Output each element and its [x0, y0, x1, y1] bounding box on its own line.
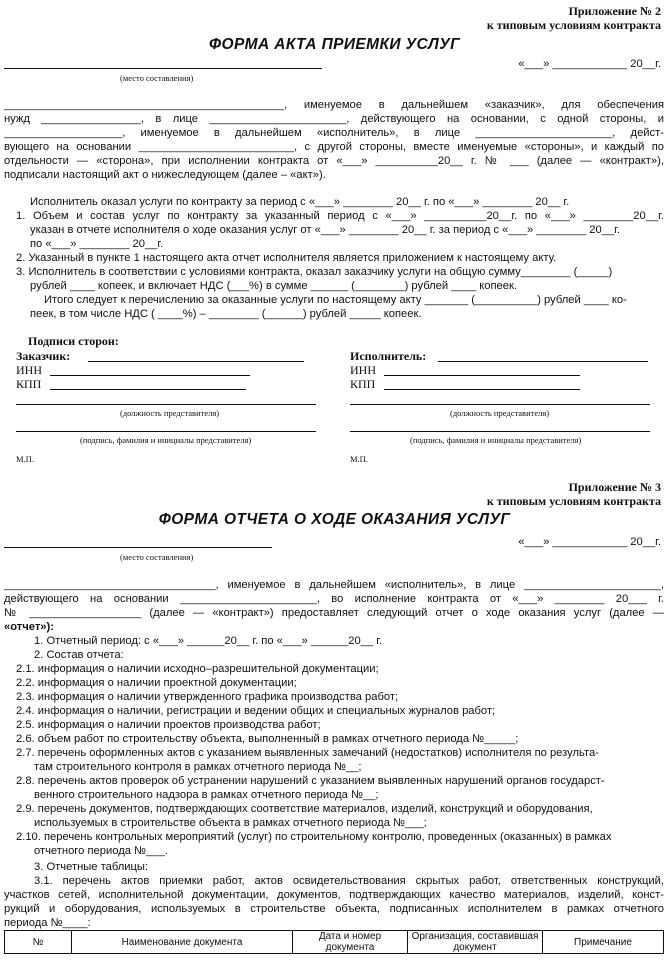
signature-line — [50, 389, 246, 390]
contractor-label: Исполнитель: — [350, 349, 427, 363]
act-body-line: 3. Исполнитель в соответствии с условиями контракта, оказал заказчику услуги на общую сумму________ (_____) — [16, 266, 613, 278]
appendix-2-subtitle: к типовым условиям контракта — [486, 18, 661, 32]
contractor-inn: ИНН — [350, 363, 376, 377]
signature-line — [88, 361, 304, 362]
table-header-cell: Примечание — [543, 931, 664, 954]
signature-line — [50, 375, 250, 376]
report-table — [4, 930, 664, 954]
contractor-kpp: КПП — [350, 377, 376, 391]
report-item: 2.6. объем работ по строительству объекта, выполненный в рамках отчетного периода №_____; — [16, 733, 519, 745]
appendix-3-subtitle: к типовым условиям контракта — [486, 494, 661, 508]
contractor-position-label: (должность представителя) — [450, 408, 550, 418]
appendix-2-title: Приложение № 2 — [568, 4, 661, 18]
tables-heading: 3. Отчетные таблицы: — [34, 861, 149, 873]
act-body-line: Итого следует к перечислению за оказанные услуги по настоящему акту _______ (__________) рублей ____ ко- — [44, 294, 627, 306]
act-intro-line: _____________________________________________, именуемое в дальнейшем «заказчик», для обеспечения — [4, 99, 664, 111]
act-intro-line: отдельности — «сторона», при исполнении контракта от «___» __________20__ г. № ___ (далее — «контракт»), — [4, 155, 664, 167]
signature-line — [384, 375, 580, 376]
signature-line — [384, 389, 580, 390]
report-item: 2.2. информация о наличии проектной документации; — [16, 677, 297, 689]
place-label: (место составления) — [120, 552, 194, 562]
customer-kpp: КПП — [16, 377, 42, 391]
place-label: (место составления) — [120, 73, 194, 83]
tables-text-line: периода №____: — [4, 917, 91, 929]
customer-inn: ИНН — [16, 363, 42, 377]
report-intro-line: «отчет»): — [4, 621, 54, 633]
report-item: отчетного периода №___. — [34, 845, 168, 857]
report-item: используемых в строительстве объекта в рамках отчетного периода №___; — [34, 817, 427, 829]
tables-text-line: рукций и оборудования, используемых в строительстве объекта, подписанных исполнителем в рамках отчетного — [4, 903, 664, 915]
act-intro-line: вующего на основании _________________________, с другой стороны, вместе именуемые «стороны», и каждый по — [4, 141, 664, 153]
contractor-sign-label: (подпись, фамилия и инициалы представителя) — [410, 435, 582, 445]
customer-position-label: (должность представителя) — [120, 408, 220, 418]
report-title: ФОРМА ОТЧЕТА О ХОДЕ ОКАЗАНИЯ УСЛУГ — [158, 511, 511, 528]
place-line — [4, 547, 272, 548]
act-body-line: Исполнитель оказал услуги по контракту за период с «___» ________ 20__ г. по «___» ________ 20__ г. — [30, 196, 570, 208]
report-intro-line: __________________________________, именуемое в дальнейшем «исполнитель», в лице ______________________, — [4, 579, 664, 591]
tables-text-line: 3.1. перечень актов приемки работ, актов освидетельствования скрытых работ, ответственных конструкций, — [34, 875, 664, 887]
contractor-stamp: М.П. — [350, 454, 368, 464]
act-intro-line: подписали настоящий акт о нижеследующем (далее – «акт»). — [4, 169, 326, 181]
report-intro-line: действующего на основании ______________________, во исполнение контракта от «___» ________ 20___ г. — [4, 593, 664, 605]
report-item: 2.4. информация о наличии, регистрации и ведении общих и специальных журналов работ; — [16, 705, 496, 717]
act-body-line: пеек, в том числе НДС ( ____%) – ________ (______) рублей _____ копеек. — [30, 308, 422, 320]
act-body-line: рублей ____ копеек, и включает НДС (___%) в сумме ______ (________) рублей ____ копеек. — [30, 280, 517, 292]
act-body-line: 1. Объем и состав услуг по контракту за указанный период с «___» __________20__г. по «___» ________20__г. — [16, 210, 664, 222]
report-item: 2.7. перечень оформленных актов с указанием выявленных замечаний (недостатков) исполнителя по результа- — [16, 747, 599, 759]
act-intro-line: ___________________, именуемое в дальнейшем «исполнитель», в лице ______________________, дейст- — [4, 127, 664, 139]
act-intro-line: нужд ________________, в лице ______________________, действующего на основании, с одной стороны, и — [4, 113, 664, 125]
table-header-cell: Организация, составившая документ — [408, 931, 543, 954]
act-title: ФОРМА АКТА ПРИЕМКИ УСЛУГ — [208, 36, 460, 53]
place-line — [4, 68, 322, 69]
table-header-cell: № — [5, 931, 72, 954]
act-body-line: по «___» ________ 20__г. — [30, 238, 164, 250]
report-intro-line: № __________________ (далее — «контракт») предоставляет следующий отчет о ходе оказания услуг (далее — — [4, 607, 664, 619]
customer-stamp: М.П. — [16, 454, 34, 464]
signature-line — [16, 431, 316, 432]
signatures-heading: Подписи сторон: — [28, 334, 119, 348]
tables-text-line: участков сетей, исполнительной документации, документов, подтверждающих качество материалов, изделий, конст- — [4, 889, 664, 901]
report-item: 2.8. перечень актов проверок об устранении нарушений с указанием выявленных нарушений органов государст- — [16, 775, 605, 787]
report-period: 1. Отчетный период: с «___» ______20__ г. по «___» ______20__ г. — [34, 635, 383, 647]
act-body-line: 2. Указанный в пункте 1 настоящего акта отчет исполнителя является приложением к настоящему акту. — [16, 252, 557, 264]
report-item: 2.1. информация о наличии исходно–разрешительной документации; — [16, 663, 379, 675]
table-header-cell: Дата и номер документа — [293, 931, 408, 954]
signature-line — [16, 404, 316, 405]
act-body-line: указан в отчете исполнителя о ходе оказания услуг от «___» ________ 20__ г. за период с «___» ________ 20__г. — [30, 224, 620, 236]
report-item: 2.5. информация о наличии проектов производства работ; — [16, 719, 321, 731]
table-header-cell: Наименование документа — [72, 931, 293, 954]
appendix-3-title: Приложение № 3 — [568, 480, 661, 494]
report-item: 2.9. перечень документов, подтверждающих соответствие материалов, изделий, конструкций и оборудования, — [16, 803, 593, 815]
report-item: 2.10. перечень контрольных мероприятий (услуг) по строительному контролю, проведенных (оказанных) в рамках — [16, 831, 612, 843]
customer-sign-label: (подпись, фамилия и инициалы представителя) — [80, 435, 252, 445]
customer-label: Заказчик: — [16, 349, 71, 363]
signature-line — [350, 431, 650, 432]
report-date-line: «___» ____________ 20__г. — [518, 536, 661, 548]
report-item: венного строительного надзора в рамках отчетного периода №__; — [34, 789, 379, 801]
table-header-row — [5, 931, 664, 954]
signature-line — [350, 404, 650, 405]
act-date-line: «___» ____________ 20__г. — [518, 58, 661, 70]
composition-heading: 2. Состав отчета: — [34, 649, 124, 661]
signature-line — [438, 361, 648, 362]
report-item: 2.3. информация о наличии утвержденного графика производства работ; — [16, 691, 399, 703]
report-item: там строительного контроля в рамках отчетного периода №__; — [34, 761, 362, 773]
